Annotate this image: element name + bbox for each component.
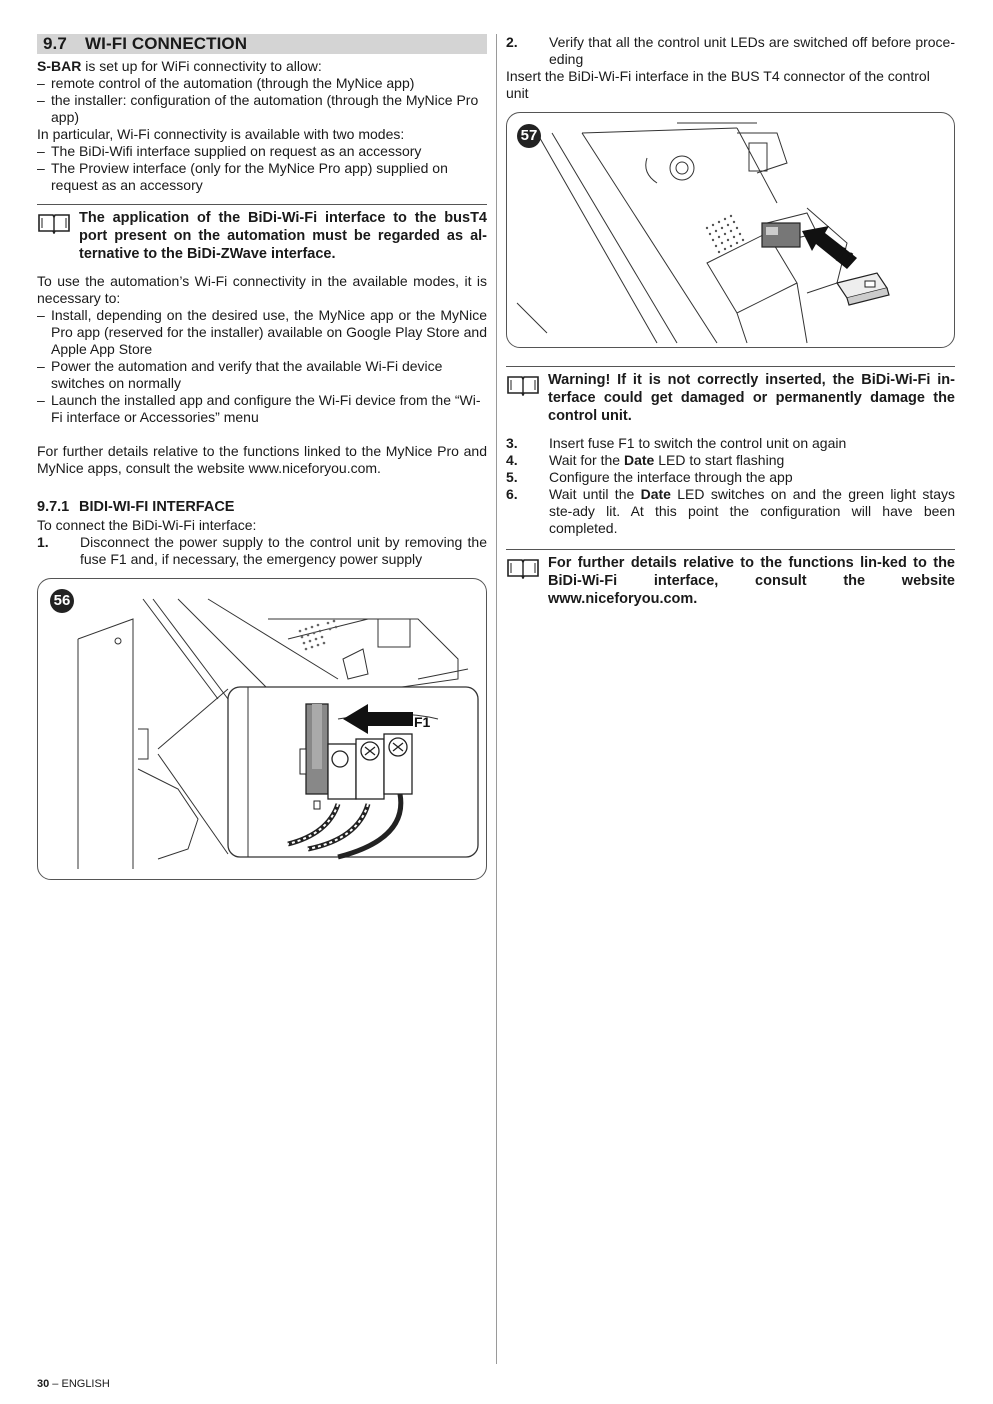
led-name: Date [623,452,655,468]
step-item [506,34,955,68]
bidi-insertion-illustration [507,113,955,347]
section-number: 9.7 [43,34,67,53]
list-item: – The Proview interface (only for the MyNice Pro app) supplied on request as an accessory [37,160,487,194]
list-item: – Power the automation and verify that the available Wi-Fi device switches on normally [37,358,487,392]
steps-list [506,435,955,537]
connect-intro: To connect the BiDi-Wi-Fi interface: [37,517,257,533]
step-item [506,435,955,452]
intro-text: is set up for WiFi connectivity to allow: [81,58,322,74]
figure-number-badge: 57 [517,124,541,148]
step-text: Disconnect the power supply to the control unit by removing the fuse F1 and, if necessary, the emergency power supply [80,534,487,567]
step-number: 5. [506,469,518,485]
list-item: – Install, depending on the desired use, the MyNice app or the MyNice Pro app (reserved for the installer) available on Google Play Store and Apple App Store [37,307,487,358]
step-text [549,452,955,469]
list-item: – Launch the installed app and configure the Wi-Fi device from the “Wi-Fi interface or Accessories” menu [37,392,487,426]
subsection-number: 9.7.1 [37,499,70,515]
brand-name: S-BAR [37,58,82,74]
note-text: For further details relative to the functions lin-ked to the BiDi-Wi-Fi interface, consult the website www.niceforyou.com. [548,555,955,607]
step-text [549,469,955,486]
page-number: 30 [37,1378,50,1390]
intro-paragraph [37,58,487,75]
step-number: 2. [506,34,518,50]
manual-book-icon [506,374,540,396]
manual-book-icon [506,557,540,579]
subsection-title: BIDI-WI-FI INTERFACE [79,499,235,515]
step-item [506,452,955,469]
warning-note [506,366,955,425]
section-heading [37,34,487,54]
step-text-part: Insert fuse F1 to switch the control unit on again [549,435,847,451]
step-number: 1. [37,534,49,550]
further-details: For further details relative to the functions linked to the MyNice Pro and MyNice apps, consult the website www.niceforyou.com. [37,443,487,476]
page-footer [37,1378,110,1390]
step-number: 4. [506,452,518,468]
list-item: – The BiDi-Wifi interface supplied on request as an accessory [37,143,487,160]
step-text [549,435,955,452]
led-name: Date [640,486,671,502]
step-text-part: Wait for the [549,452,624,468]
insert-instruction: Insert the BiDi-Wi-Fi interface in the BUS T4 connector of the control unit [506,68,930,101]
footer-language: – ENGLISH [49,1378,110,1390]
step-number: 6. [506,486,518,502]
fuse-label: F1 [414,714,431,730]
step-item [506,486,955,537]
manual-book-icon [37,212,71,234]
list-item: – remote control of the automation (through the MyNice app) [37,75,487,92]
step-text-part: Configure the interface through the app [549,469,793,485]
info-note [506,549,955,608]
fuse-removal-illustration [38,579,487,879]
step-item [506,469,955,486]
list-item: – the installer: configuration of the automation (through the MyNice Pro app) [37,92,487,126]
step-number: 3. [506,435,518,451]
section-title: WI-FI CONNECTION [85,34,248,53]
step-text-part: LED switches on and the green light stays ste-ady lit. At this point the configuration will have been completed. [549,486,955,536]
step-item [37,534,487,568]
right-column [506,34,955,618]
left-column [37,34,487,880]
step-text: Verify that all the control unit LEDs are switched off before proce-eding [549,34,955,67]
figure-57 [506,112,955,348]
figure-number-badge: 56 [50,589,74,613]
warning-text: Warning! If it is not correctly inserted, the BiDi-Wi-Fi in-terface could get damaged or permanently damage the control unit. [548,372,955,424]
column-divider [496,34,497,1364]
modes-intro: In particular, Wi-Fi connectivity is available with two modes: [37,126,405,142]
note-text: The application of the BiDi-Wi-Fi interface to the busT4 port present on the automation must be regarded as al-ternative to the BiDi-ZWave interface. [79,210,487,262]
figure-56 [37,578,487,880]
info-note [37,204,487,263]
use-intro: To use the automation’s Wi-Fi connectivity in the available modes, it is necessary to: [37,273,487,306]
step-text-part: LED to start flashing [654,452,785,468]
step-text-part: Wait until the [549,486,641,502]
step-text [549,486,955,537]
subsection-heading [37,499,487,515]
